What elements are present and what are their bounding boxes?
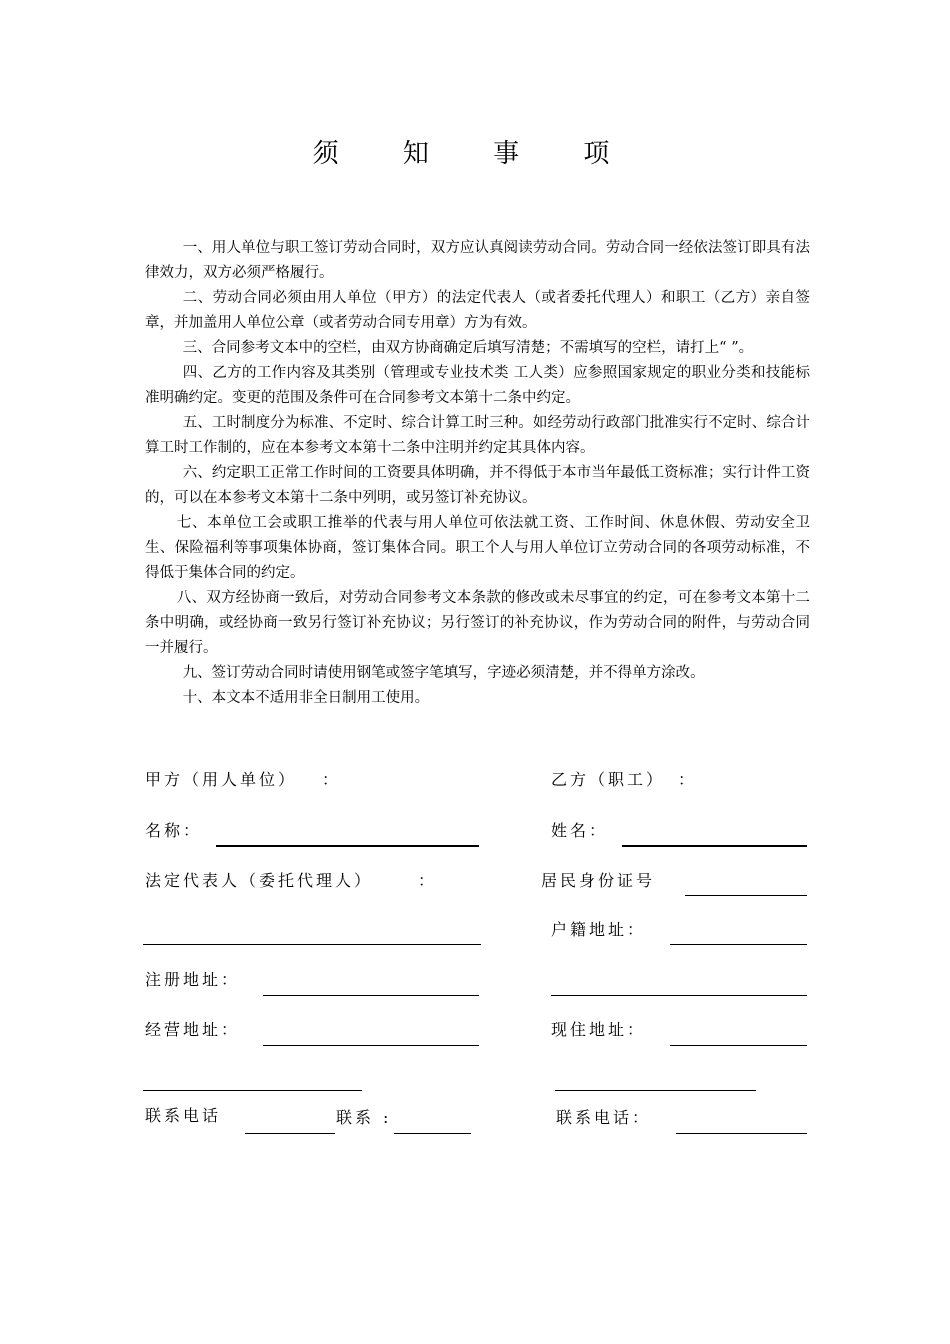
current-address-field[interactable] [670, 1045, 807, 1046]
id-number-field[interactable] [685, 895, 807, 896]
legal-rep-field[interactable] [143, 944, 481, 945]
employee-phone-field[interactable] [676, 1133, 807, 1134]
instruction-item-4: 四、乙方的工作内容及其类别（管理或专业技术类 工人类）应参照国家规定的职业分类和技能标准明确约定。变更的范围及条件可在合同参考文本第十二条中约定。 [145, 365, 810, 406]
instructions-section [145, 236, 810, 711]
legal-rep-label: 法定代表人（委托代理人） [145, 871, 374, 890]
home-address-field-continued[interactable] [551, 995, 807, 996]
instruction-item-1: 一、用人单位与职工签订劳动合同时，双方应认真阅读劳动合同。劳动合同一经依法签订即具有法律效力，双方必须严格履行。 [145, 240, 810, 281]
employee-info-colon: ： [678, 770, 698, 789]
contact-colon: : [383, 1108, 392, 1127]
business-address-label: 经营地址： [145, 1020, 241, 1039]
home-address-label: 户籍地址： [551, 920, 647, 939]
current-address-field-continued[interactable] [555, 1090, 756, 1091]
business-address-field[interactable] [263, 1045, 479, 1046]
instruction-item-3: 三、合同参考文本中的空栏，由双方协商确定后填写清楚；不需填写的空栏，请打上“ ”。 [182, 340, 754, 356]
current-address-label: 现住地址： [551, 1020, 647, 1039]
employee-name-field[interactable] [622, 845, 807, 847]
employee-info-label: 乙方（职工） [551, 770, 666, 789]
instruction-item-5: 五、工时制度分为标准、不定时、综合计算工时三种。如经劳动行政部门批准实行不定时、综合计算工时工作制的，应在本参考文本第十二条中注明并约定其具体内容。 [145, 415, 810, 456]
employee-phone-label: 联系电话： [556, 1108, 652, 1127]
instruction-item-2: 二、劳动合同必须由用人单位（甲方）的法定代表人（或者委托代理人）和职工（乙方）亲自签章，并加盖用人单位公章（或者劳动合同专用章）方为有效。 [145, 290, 810, 331]
contact-phone-label: 联系电话 [145, 1106, 222, 1125]
employer-info-colon: ： [322, 770, 342, 789]
instruction-item-10: 十、本文本不适用非全日制用工使用。 [182, 690, 430, 706]
employer-name-field[interactable] [216, 845, 479, 847]
contact-field[interactable] [394, 1133, 471, 1134]
instruction-item-8: 八、双方经协商一致后，对劳动合同参考文本条款的修改或未尽事宜的约定，可在参考文本第十二条中明确，或经协商一致另行签订补充协议；另行签订的补充协议，作为劳动合同的附件，与劳动合同一并履行。 [145, 590, 810, 656]
employee-name-label: 姓名： [551, 821, 609, 840]
employer-info-label: 甲方（用人单位） [145, 770, 298, 789]
legal-rep-colon: ： [418, 871, 438, 890]
page-title: 须 知 事 项 [312, 139, 638, 169]
contact-phone-field[interactable] [245, 1133, 335, 1134]
home-address-field[interactable] [670, 944, 807, 945]
employer-address-label: 注册地址： [145, 970, 241, 989]
id-number-label: 居民身份证号 [541, 871, 656, 890]
instruction-item-9: 九、签订劳动合同时请使用钢笔或签字笔填写，字迹必须清楚，并不得单方涂改。 [182, 665, 705, 681]
instruction-item-6: 六、约定职工正常工作时间的工资要具体明确，并不得低于本市当年最低工资标准；实行计件工资的，可以在本参考文本第十二条中列明，或另签订补充协议。 [145, 465, 810, 506]
instruction-item-7: 七、本单位工会或职工推举的代表与用人单位可依法就工资、工作时间、休息休假、劳动安全卫生、保险福利等事项集体协商，签订集体合同。职工个人与用人单位订立劳动合同的各项劳动标准，不得低于集体合同的约定。 [145, 515, 810, 581]
employer-address-field[interactable] [263, 995, 479, 996]
employer-name-label: 名称： [145, 821, 203, 840]
business-address-field-continued[interactable] [143, 1090, 362, 1091]
contact-label: 联系 [336, 1108, 375, 1127]
